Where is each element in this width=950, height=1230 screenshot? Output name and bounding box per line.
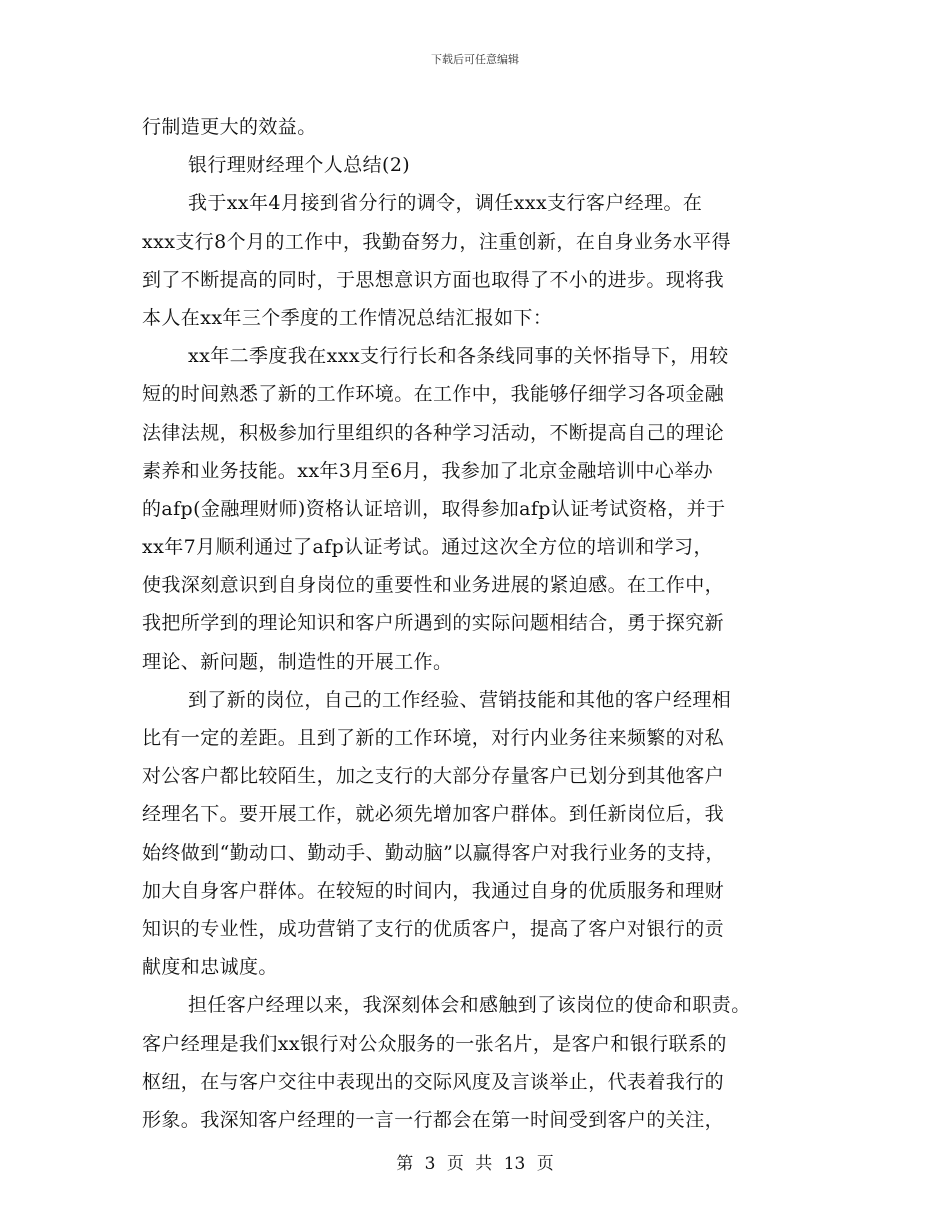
page-header: 下载后可任意编辑 (431, 53, 519, 66)
text-line: 本人在xx年三个季度的工作情况总结汇报如下： (142, 306, 553, 329)
text-line: 知识的专业性，成功营销了支行的优质客户，提高了客户对银行的贡 (142, 917, 725, 940)
text-line: 行制造更大的效益。 (142, 116, 317, 138)
text-line: xxx支行8个月的工作中，我勤奋努力，注重创新，在自身业务水平得 (142, 230, 732, 253)
text-line: 枢纽，在与客户交往中表现出的交际风度及言谈举止，代表着我行的 (142, 1070, 725, 1093)
text-line: 对公客户都比较陌生，加之支行的大部分存量客户已划分到其他客户 (142, 765, 725, 788)
text-line: 我把所学到的理论知识和客户所遇到的实际问题相结合，勇于探究新 (142, 612, 725, 635)
text-line: 使我深刻意识到自身岗位的重要性和业务进展的紧迫感。在工作中， (142, 574, 725, 597)
text-line: 素养和业务技能。xx年3月至6月，我参加了北京金融培训中心举办 (142, 459, 714, 482)
text-line: 始终做到“勤动口、勤动手、勤动脑”以赢得客户对我行业务的支持， (142, 841, 725, 864)
text-line: xx年7月顺利通过了afp认证考试。通过这次全方位的培训和学习， (142, 536, 713, 559)
text-line: 短的时间熟悉了新的工作环境。在工作中，我能够仔细学习各项金融 (142, 383, 725, 406)
document-body (142, 108, 812, 1139)
text-line: 比有一定的差距。且到了新的工作环境，对行内业务往来频繁的对私 (142, 727, 725, 749)
text-line: 担任客户经理以来，我深刻体会和感触到了该岗位的使命和职责。 (188, 994, 751, 1017)
text-line: 经理名下。要开展工作，就必须先增加客户群体。到任新岗位后，我 (142, 803, 725, 826)
section-title: 银行理财经理个人总结(2) (188, 154, 411, 177)
page-footer: 第 3 页 共 13 页 (396, 1154, 554, 1174)
text-line: 到了新的岗位，自己的工作经验、营销技能和其他的客户经理相 (188, 688, 732, 711)
text-line: 形象。我深知客户经理的一言一行都会在第一时间受到客户的关注， (142, 1108, 725, 1131)
text-line: 理论、新问题，制造性的开展工作。 (142, 650, 453, 673)
text-line: 法律法规，积极参加行里组织的各种学习活动，不断提高自己的理论 (142, 421, 725, 444)
text-line: 到了不断提高的同时，于思想意识方面也取得了不小的进步。现将我 (142, 268, 725, 291)
text-line: xx年二季度我在xxx支行行长和各条线同事的关怀指导下，用较 (188, 345, 729, 368)
text-line: 献度和忠诚度。 (142, 956, 278, 979)
text-line: 加大自身客户群体。在较短的时间内，我通过自身的优质服务和理财 (142, 879, 725, 902)
text-line: 客户经理是我们xx银行对公众服务的一张名片，是客户和银行联系的 (142, 1032, 727, 1055)
text-line: 的afp(金融理财师)资格认证培训，取得参加afp认证考试资格，并于 (142, 497, 726, 520)
text-line: 我于xx年4月接到省分行的调令，调任xxx支行客户经理。在 (188, 192, 703, 215)
